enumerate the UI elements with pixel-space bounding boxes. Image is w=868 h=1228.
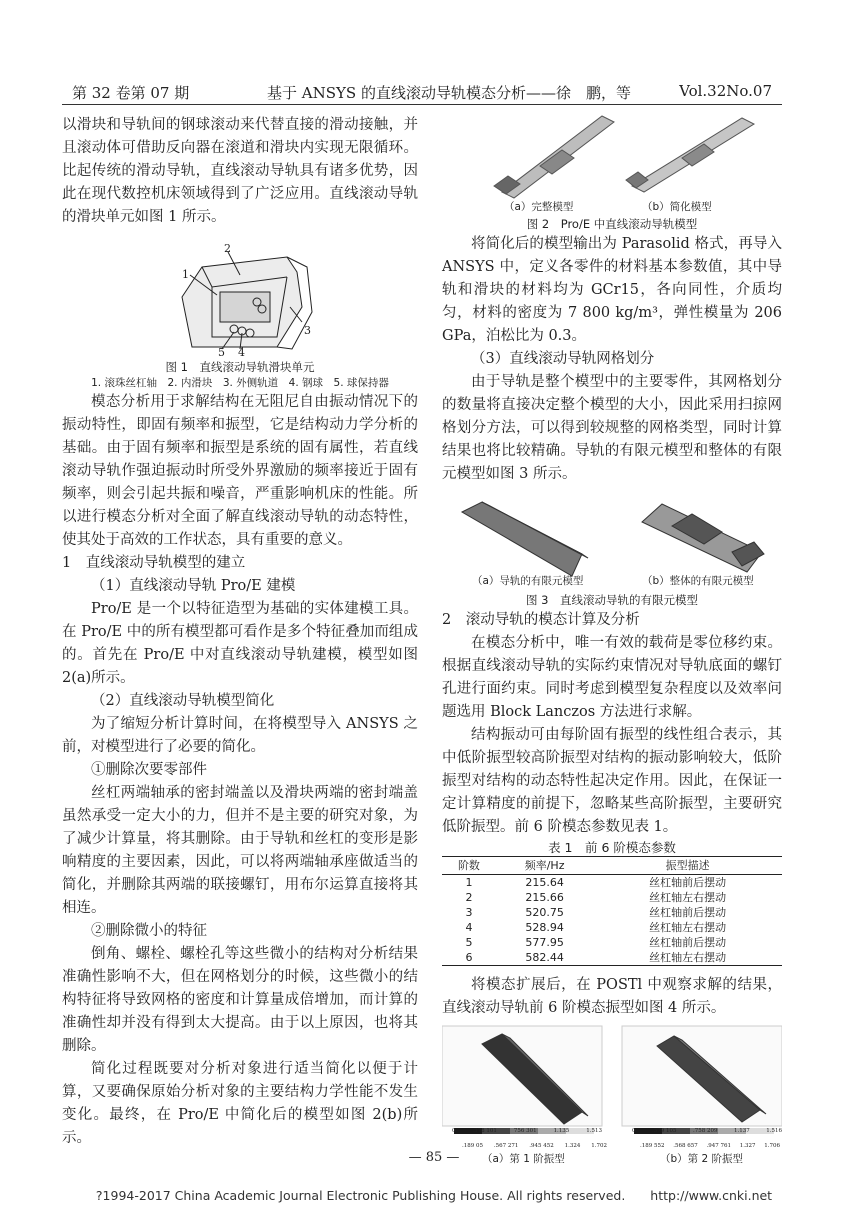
table-cell: 582.44 <box>496 950 593 966</box>
fig1-label-2: 2 <box>224 242 231 255</box>
fig1-label-5: 5 <box>218 346 225 359</box>
table-cell: 528.94 <box>525 921 564 934</box>
fig2-sub-b: （b）简化模型 <box>642 201 712 213</box>
table-cell: 1 <box>465 876 473 889</box>
table-cell: 4 <box>465 921 473 934</box>
section-1-heading: 1 直线滚动导轨模型的建立 <box>62 555 246 571</box>
scale-value: 0 <box>452 1128 456 1134</box>
figure-2-caption: 图 2 Pro/E 中直线滚动导轨模型 <box>526 217 698 231</box>
table-row <box>442 905 782 920</box>
scale-value: 1.327 <box>739 1143 756 1149</box>
fig1-label-1: 1 <box>182 268 189 281</box>
table-cell: 丝杠轴前后摆动 <box>649 876 727 889</box>
scale-value: 1.513 <box>586 1128 602 1134</box>
fig1-label-3: 3 <box>304 324 311 337</box>
table-header-frequency: 频率/Hz <box>496 857 593 875</box>
paragraph-item-1: 丝杠两端轴承的密封端盖以及滑块两端的密封端盖虽然承受一定大小的力，但并不是主要的研究对象，为了减少计算量，将其删除。由于导轨和丝杠的变形是影响精度的主要因素，因此，可以将两端轴承座做适当的简化，并删除其两端的联接螺钉，用布尔运算直接将其相连。 <box>62 785 418 916</box>
table-row <box>442 950 782 966</box>
fig3-sub-b: （b）整体的有限元模型 <box>642 575 754 587</box>
item-2-heading: ②删除微小的特征 <box>91 923 207 939</box>
scale-value: .758 209 <box>693 1128 718 1134</box>
table-header-description: 振型描述 <box>593 857 782 875</box>
subsection-1-heading: （1）直线滚动导轨 Pro/E 建模 <box>91 578 296 594</box>
fig1-label-4: 4 <box>238 346 245 359</box>
fig2-sub-a: （a）完整模型 <box>504 201 574 213</box>
table-row <box>442 890 782 905</box>
table-cell: 3 <box>465 906 473 919</box>
paragraph-intro: 以滑块和导轨间的钢球滚动来代替直接的滑动接触，并且滚动体可借助反向器在滚道和滑块内实现无限循环。比起传统的滑动导轨，直线滚动导轨具有诸多优势，因此在现代数控机床领域得到了广泛应用。直线滚动导轨的滑块单元如图 1 所示。 <box>62 117 418 225</box>
paragraph-vibration: 结构振动可由每阶固有振型的线性组合表示，其中低阶振型较高阶振型对结构的振动影响较大，低阶振型对结构的动态特性起决定作用。因此，在保证一定计算精度的前提下，忽略某些高阶振型，主要研究低阶振型。前 6 阶模态参数见表 1。 <box>442 727 782 835</box>
table-header-row <box>442 857 782 875</box>
figure-1-caption: 图 1 直线滚动导轨滑块单元 <box>165 360 315 374</box>
scale-value: 756 301 <box>513 1128 537 1134</box>
scale-value: .378 101 <box>472 1128 497 1134</box>
paragraph-simplify: 为了缩短分析计算时间，在将模型导入 ANSYS 之前，对模型进行了必要的简化。 <box>62 716 418 755</box>
paragraph-expand: 将模态扩展后，在 POSTl 中观察求解的结果，直线滚动导轨前 6 阶模态振型如图 4 所示。 <box>442 977 782 1016</box>
subsection-2-heading: （2）直线滚动导轨模型简化 <box>91 693 275 709</box>
copyright-footer: ?1994-2017 China Academic Journal Electronic Publishing House. All rights reserved. http://www.cnki.net <box>95 1188 773 1203</box>
table-cell: 520.75 <box>525 906 564 919</box>
table-1-caption: 表 1 前 6 阶模态参数 <box>548 840 676 855</box>
table-row <box>442 920 782 935</box>
paragraph-calc: 在模态分析中，唯一有效的载荷是零位移约束。根据直线滚动导轨的实际约束情况对导轨底面的螺钉孔进行面约束。同时考虑到模型复杂程度以及效率问题选用 Block Lanczos 方法进行求解。 <box>442 635 782 720</box>
table-cell: 5 <box>465 936 473 949</box>
page-number: — 85 — <box>408 1150 460 1165</box>
section-2-heading: 2 滚动导轨的模态计算及分析 <box>442 612 640 628</box>
header-title: 基于 ANSYS 的直线滚动导轨模态分析——徐 鹏，等 <box>267 84 631 102</box>
figure-3-caption: 图 3 直线滚动导轨的有限元模型 <box>526 593 698 607</box>
modal-parameter-table <box>442 856 782 966</box>
scale-value: 1.324 <box>564 1143 581 1149</box>
scale-value: 1.702 <box>591 1143 607 1149</box>
scale-value: .379 105 <box>652 1128 677 1134</box>
header-volume: Vol.32No.07 <box>679 82 772 100</box>
scale-value: .568 657 <box>673 1143 698 1149</box>
scale-value: .189 05 <box>462 1143 483 1149</box>
item-1-heading: ①删除次要零部件 <box>91 762 207 778</box>
figure-2 <box>442 114 782 213</box>
scale-value: .947 761 <box>706 1143 731 1149</box>
scale-value: 0 <box>632 1128 636 1134</box>
proe-model-images <box>442 114 782 202</box>
table-header-order: 阶数 <box>442 857 496 875</box>
figure-1 <box>62 237 418 359</box>
table-row <box>442 935 782 950</box>
figure-4 <box>442 1024 782 1152</box>
paragraph-proe: Pro/E 是一个以特征造型为基础的实体建模工具。在 Pro/E 中的所有模型都可看作是多个特征叠加而组成的。首先在 Pro/E 中对直线滚动导轨建模，模型如图 2(a)所示。 <box>62 601 418 686</box>
paragraph-final: 简化过程既要对分析对象进行适当简化以便于计算，又要确保原始分析对象的主要结构力学性能不发生变化。最终，在 Pro/E 中简化后的模型如图 2(b)所示。 <box>62 1061 418 1146</box>
table-cell: 丝杠轴左右摆动 <box>593 950 782 966</box>
scale-value: 1.516 <box>766 1128 782 1134</box>
figure-1-legend: 1. 滚珠丝杠轴 2. 内滑块 3. 外侧轨道 4. 钢球 5. 球保持器 <box>91 377 389 389</box>
table-cell: 2 <box>465 891 473 904</box>
scale-value: 1.706 <box>764 1143 780 1149</box>
fig4-sub-a: （a）第 1 阶振型 <box>482 1153 565 1165</box>
paragraph-export: 将简化后的模型输出为 Parasolid 格式，再导入 ANSYS 中，定义各零件的材料基本参数值，其中导轨和滑块的材料均为 GCr15，各向同性，介质均匀，材料的密度为 7 800 kg/m³，弹性模量为 206 GPa，泊松比为 0.3。 <box>442 236 782 344</box>
table-cell: 215.66 <box>525 891 564 904</box>
paragraph-item-2: 倒角、螺栓、螺栓孔等这些微小的结构对分析结果准确性影响不大，但在网格划分的时候，这些微小的结构特征将导致网格的密度和计算量成倍增加，而计算的准确性却并没有得到太大提高。由于以上原因，也将其删除。 <box>62 946 418 1054</box>
table-cell: 丝杠轴前后摆动 <box>649 906 727 919</box>
paragraph-mesh: 由于导轨是整个模型中的主要零件，其网格划分的数量将直接决定整个模型的大小，因此采用扫掠网格划分方法，可以得到较规整的网格类型，同时计算结果也将比较精确。导轨的有限元模型和整体的有限元模型如图 3 所示。 <box>442 374 782 482</box>
table-cell: 215.64 <box>525 876 564 889</box>
table-cell: 577.95 <box>525 936 564 949</box>
scale-value: 1.137 <box>734 1128 750 1134</box>
table-row <box>442 875 782 891</box>
running-header <box>62 80 782 105</box>
fig4-sub-b: （b）第 2 阶振型 <box>660 1153 744 1165</box>
table-cell: 丝杠轴左右摆动 <box>649 921 727 934</box>
subsection-3-heading: （3）直线滚动导轨网格划分 <box>471 351 655 367</box>
figure-3 <box>442 492 782 588</box>
table-cell: 丝杠轴左右摆动 <box>649 891 727 904</box>
left-column <box>62 114 418 1150</box>
right-column <box>442 114 782 1168</box>
scale-value: .567 271 <box>493 1143 519 1149</box>
paragraph-modal: 模态分析用于求解结构在无阻尼自由振动情况下的振动特性，即固有频率和振型，它是结构动力学分析的基础。由于固有频率和振型是系统的固有属性，若直线滚动导轨作强迫振动时所受外界激励的频率接近于固有频率，则会引起共振和噪音，严重影响机床的性能。所以进行模态分析对全面了解直线滚动导轨的动态特性，使其处于高效的工作状态，具有重要的意义。 <box>62 394 418 548</box>
scale-value: 1.135 <box>553 1128 570 1134</box>
table-cell: 6 <box>442 950 496 966</box>
table-cell: 丝杠轴前后摆动 <box>649 936 727 949</box>
fig3-sub-a: （a）导轨的有限元模型 <box>472 575 584 587</box>
header-issue: 第 32 卷第 07 期 <box>72 84 190 102</box>
scale-value: .945 452 <box>529 1143 554 1149</box>
scale-value: .189 552 <box>640 1143 665 1149</box>
